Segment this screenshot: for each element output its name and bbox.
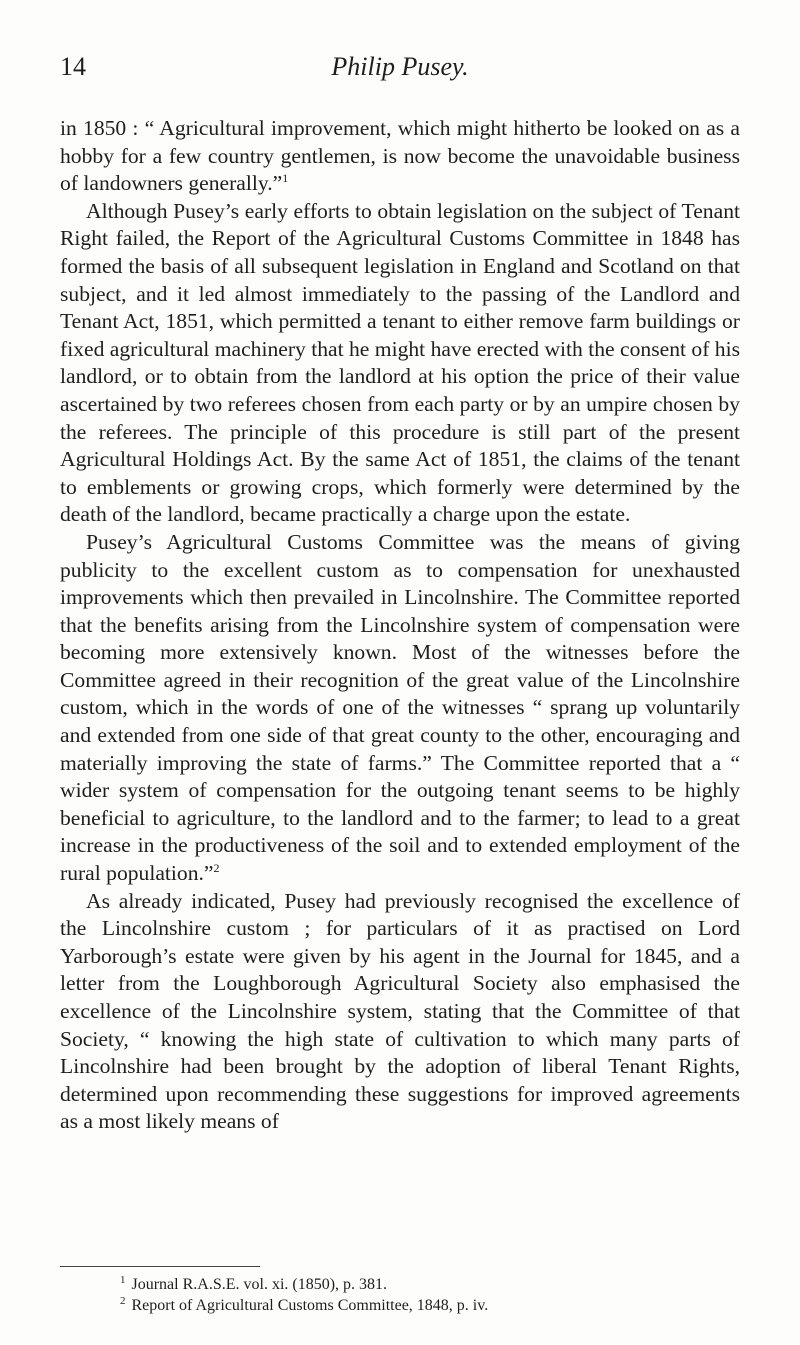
footnote bbox=[60, 1295, 740, 1316]
paragraph-4-text: As already indicated, Pusey had previously recognised the excellence of the Lincolnshire custom ; for particulars of it as practised on Lord Yarborough’s estate were given by his agent in the Journal for 1845, and a letter from the Loughborough Agricultural Society also emphasised the excellence of the Lincolnshire system, stating that the Committee of that Society, “ knowing the high state of cultivation to which many parts of Lincolnshire had been brought by the adoption of liberal Tenant Rights, determined upon recommending these suggestions for improved agreements as a most likely means of bbox=[60, 888, 740, 1134]
footnote bbox=[60, 1274, 740, 1295]
paragraph-1-text: in 1850 : “ Agricultural improvement, which might hitherto be looked on as a hobby for a few country gentlemen, is now become the unavoidable business of landowners generally.” bbox=[60, 116, 740, 196]
paragraph-3-text: Pusey’s Agricultural Customs Committee was the means of giving publicity to the excellent custom as to compensation for unexhausted improvements which then prevailed in Lincolnshire. The Committee reported that the benefits arising from the Lincolnshire system of compensation were becoming more extensively known. Most of the witnesses before the Committee agreed in their recognition of the great value of the Lincolnshire custom, which in the words of one of the witnesses “ sprang up voluntarily and extended from one side of that great county to the other, encouraging and materially improving the state of farms.” The Committee reported that a “ wider system of compensation for the outgoing tenant seems to be highly beneficial to agriculture, to the landlord and to the farmer; to lead to a great increase in the productiveness of the soil and to extended employment of the rural population.” bbox=[60, 529, 740, 886]
paragraph-2-text: Although Pusey’s early efforts to obtain legislation on the subject of Tenant Right failed, the Report of the Agricultural Customs Committee in 1848 has formed the basis of all subsequent legislation in England and Scotland on that subject, and it led almost immediately to the passing of the Landlord and Tenant Act, 1851, which permitted a tenant to either remove farm buildings or fixed agricultural machinery that he might have erected with the consent of his landlord, or to obtain from the landlord at his option the price of their value ascertained by two referees chosen from each party or by an umpire chosen by the referees. The principle of this procedure is still part of the present Agricultural Holdings Act. By the same Act of 1851, the claims of the tenant to emblements or growing crops, which formerly were determined by the death of the landlord, became practically a charge upon the estate. bbox=[60, 198, 740, 527]
body-text bbox=[60, 115, 740, 1136]
footnote-mark: 1 bbox=[120, 1273, 126, 1286]
footnote-mark: 2 bbox=[120, 1294, 126, 1307]
paragraph-3 bbox=[60, 529, 740, 888]
running-title: Philip Pusey. bbox=[331, 52, 469, 81]
paragraph-2 bbox=[60, 198, 740, 529]
footnote-text: Journal R.A.S.E. vol. xi. (1850), p. 381. bbox=[131, 1276, 388, 1293]
running-head bbox=[60, 52, 740, 92]
footnote-text: Report of Agricultural Customs Committee, 1848, p. iv. bbox=[131, 1297, 489, 1314]
footnotes bbox=[60, 1274, 740, 1316]
paragraph-1 bbox=[60, 115, 740, 198]
footnote-ref-2: 2 bbox=[213, 860, 220, 875]
paragraph-4 bbox=[60, 888, 740, 1136]
page-number: 14 bbox=[60, 52, 86, 81]
footnote-divider bbox=[60, 1266, 260, 1267]
footnote-ref-1: 1 bbox=[282, 171, 289, 185]
